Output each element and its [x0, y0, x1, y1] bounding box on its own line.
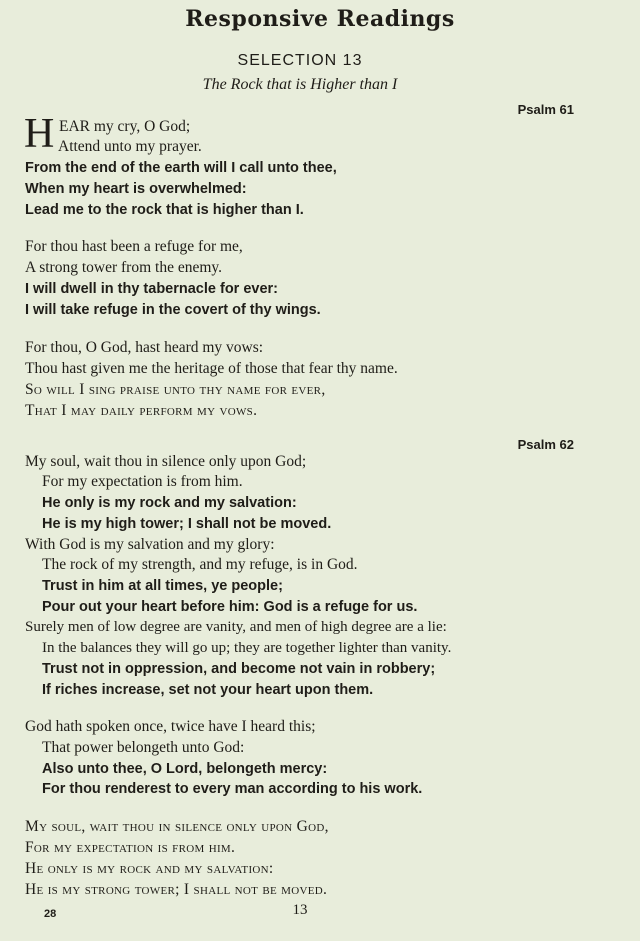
- reading-line: Lead me to the rock that is higher than I.: [25, 202, 304, 218]
- selection-subtitle: The Rock that is Higher than I: [202, 76, 398, 93]
- reading-line: Thou hast given me the heritage of those that fear thy name.: [25, 360, 398, 377]
- reading-line: He is my high tower; I shall not be moved.: [42, 516, 332, 532]
- reading-line: From the end of the earth will I call unto thee,: [25, 160, 337, 176]
- reading-line: Trust not in oppression, and become not vain in robbery;: [42, 661, 436, 677]
- reading-line: For thou, O God, hast heard my vows:: [25, 339, 264, 356]
- reading-line: That power belongeth unto God:: [42, 739, 245, 756]
- reading-line: I will dwell in thy tabernacle for ever:: [25, 281, 279, 297]
- drop-cap: H: [24, 111, 55, 157]
- reading-line: For thou hast been a refuge for me,: [25, 238, 243, 255]
- reading-line: In the balances they will go up; they are together lighter than vanity.: [42, 640, 452, 656]
- reading-line: The rock of my strength, and my refuge, is in God.: [42, 556, 358, 573]
- reading-line: With God is my salvation and my glory:: [25, 536, 275, 553]
- footer-signature-mark: 28: [44, 908, 57, 920]
- reading-line-unison: For my expectation is from him.: [25, 839, 236, 856]
- reading-line: Trust in him at all times, ye people;: [42, 578, 283, 594]
- reading-line-unison: That I may daily perform my vows.: [25, 402, 258, 419]
- page-header-title: Responsive Readings: [185, 6, 455, 32]
- reading-line-unison: He is my strong tower; I shall not be moved.: [25, 881, 328, 898]
- psalm-61-first-line: EAR my cry, O God;: [59, 118, 191, 135]
- reading-line: Surely men of low degree are vanity, and men of high degree are a lie:: [25, 619, 447, 635]
- reading-line: Attend unto my prayer.: [58, 138, 202, 155]
- page-number: 13: [292, 902, 308, 918]
- reading-line: Pour out your heart before him: God is a refuge for us.: [42, 599, 418, 615]
- reading-line: I will take refuge in the covert of thy wings.: [25, 302, 321, 318]
- reading-line: If riches increase, set not your heart upon them.: [42, 682, 374, 698]
- reading-line: My soul, wait thou in silence only upon God;: [25, 453, 307, 470]
- reading-line: For thou renderest to every man according to his work.: [42, 781, 423, 797]
- reading-line: Also unto thee, O Lord, belongeth mercy:: [42, 761, 328, 777]
- reading-line-unison: So will I sing praise unto thy name for ever,: [25, 381, 326, 398]
- selection-title: SELECTION 13: [237, 52, 363, 69]
- reading-line: God hath spoken once, twice have I heard this;: [25, 718, 316, 735]
- psalm-61-label: Psalm 61: [517, 102, 574, 117]
- reading-line: A strong tower from the enemy.: [25, 259, 223, 276]
- reading-line-unison: My soul, wait thou in silence only upon God,: [25, 818, 329, 835]
- reading-line: When my heart is overwhelmed:: [25, 181, 247, 197]
- psalm-62-label: Psalm 62: [517, 437, 574, 452]
- reading-line-unison: He only is my rock and my salvation:: [25, 860, 274, 877]
- reading-line: For my expectation is from him.: [42, 473, 243, 490]
- reading-line: He only is my rock and my salvation:: [42, 495, 297, 511]
